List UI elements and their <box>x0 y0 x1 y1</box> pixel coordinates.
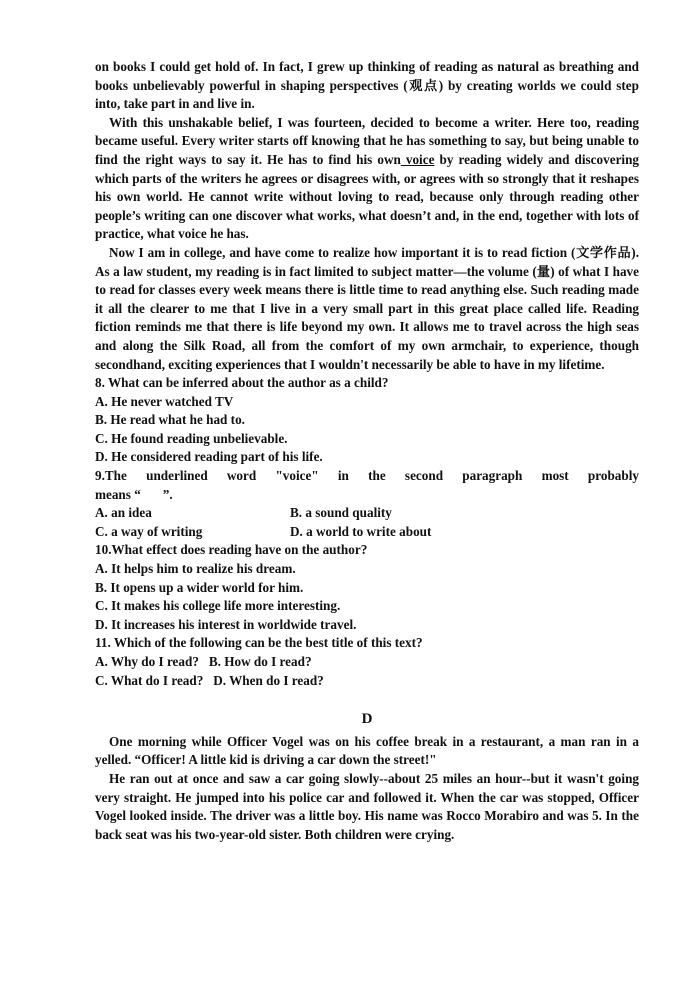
question-9-options-row-2 <box>95 523 639 542</box>
exam-page <box>95 58 639 844</box>
passage-c-paragraph-1: on books I could get hold of. In fact, I grew up thinking of reading as natural as breathing and books unbelievably powerful in shaping perspectives (观点) by creating worlds we could step into, take part in and live in. <box>95 59 639 112</box>
question-10-option-a: A. It helps him to realize his dream. <box>95 561 296 577</box>
question-9-stem-line-1: 9.The underlined word "voice" in the second paragraph most probably <box>95 468 639 484</box>
question-8-option-d: D. He considered reading part of his life. <box>95 449 323 465</box>
question-11-option-b: B. How do I read? <box>208 654 312 669</box>
paragraph-2-text-after: by reading widely and discovering which parts of the writers he agrees or disagrees with, or agrees with so strongly that it reshapes his own world. He cannot write without loving to read, because only through reading other people’s writing can one discover what works, what doesn’t and, in the end, together with lots of practice, what voice he has. <box>95 151 640 242</box>
question-9-option-a: A. an idea <box>95 505 152 521</box>
paragraph-2-text-before: With this unshakable belief, I was fourteen, decided to become a writer. Here too, reading became useful. Every writer starts off knowing that he has something to say, but being unable to find the right ways to say it. He has to find his own <box>95 114 639 167</box>
question-8-option-b: B. He read what he had to. <box>95 412 245 428</box>
question-9-option-c: C. a way of writing <box>95 523 203 539</box>
question-10-option-c: C. It makes his college life more interesting. <box>95 598 341 614</box>
question-9-option-b: B. a sound quality <box>290 505 392 521</box>
question-8-stem: 8. What can be inferred about the author as a child? <box>95 375 389 391</box>
passage-d-paragraph-1: One morning while Officer Vogel was on his coffee break in a restaurant, a man ran in a yelled. “Officer! A little kid is driving a car down the street!" <box>95 733 639 768</box>
question-10-stem: 10.What effect does reading have on the author? <box>95 542 368 558</box>
question-9-stem-end: ”. <box>162 486 173 502</box>
question-9-stem-line-2 <box>95 486 639 505</box>
question-10-option-d: D. It increases his interest in worldwide travel. <box>95 616 357 632</box>
passage-d-paragraph-2: He ran out at once and saw a car going slowly--about 25 miles an hour--but it wasn't going very straight. He jumped into his police car and followed it. When the car was stopped, Officer Vogel looked inside. The driver was a little boy. His name was Rocco Morabiro and was 5. In the back seat was his two-year-old sister. Both children were crying. <box>95 770 639 842</box>
question-11-options-row-2 <box>95 672 639 691</box>
question-11-option-c: C. What do I read? <box>95 672 204 688</box>
question-9-option-d: D. a world to write about <box>290 523 432 539</box>
question-11-options-row-1 <box>95 653 639 672</box>
question-9-stem-start: means “ <box>95 486 141 502</box>
question-8-option-a: A. He never watched TV <box>95 393 234 409</box>
section-d-title: D <box>361 711 373 728</box>
underlined-word-voice: voice <box>400 151 435 167</box>
passage-c-paragraph-2 <box>95 114 639 244</box>
question-11-option-d: D. When do I read? <box>213 672 324 688</box>
question-9-options-row-1 <box>95 504 639 523</box>
question-10-option-b: B. It opens up a wider world for him. <box>95 579 304 595</box>
question-8-option-c: C. He found reading unbelievable. <box>95 430 288 446</box>
question-11-stem: 11. Which of the following can be the best title of this text? <box>95 635 423 651</box>
question-11-option-a: A. Why do I read? <box>95 654 199 669</box>
passage-c-paragraph-3: Now I am in college, and have come to realize how important it is to read fiction (文学作品). As a law student, my reading is in fact limited to subject matter—the volume (量) of what I have to read for classes every week means there is little time to read anything else. Such reading made it all the clearer to me that I live in a very small part in this great place called life. Reading fiction reminds me that there is life beyond my own. It allows me to travel across the high seas and along the Silk Road, all from the comfort of my own armchair, to experience, though secondhand, exciting experiences that I wouldn't necessarily be able to have in my lifetime. <box>95 244 639 372</box>
